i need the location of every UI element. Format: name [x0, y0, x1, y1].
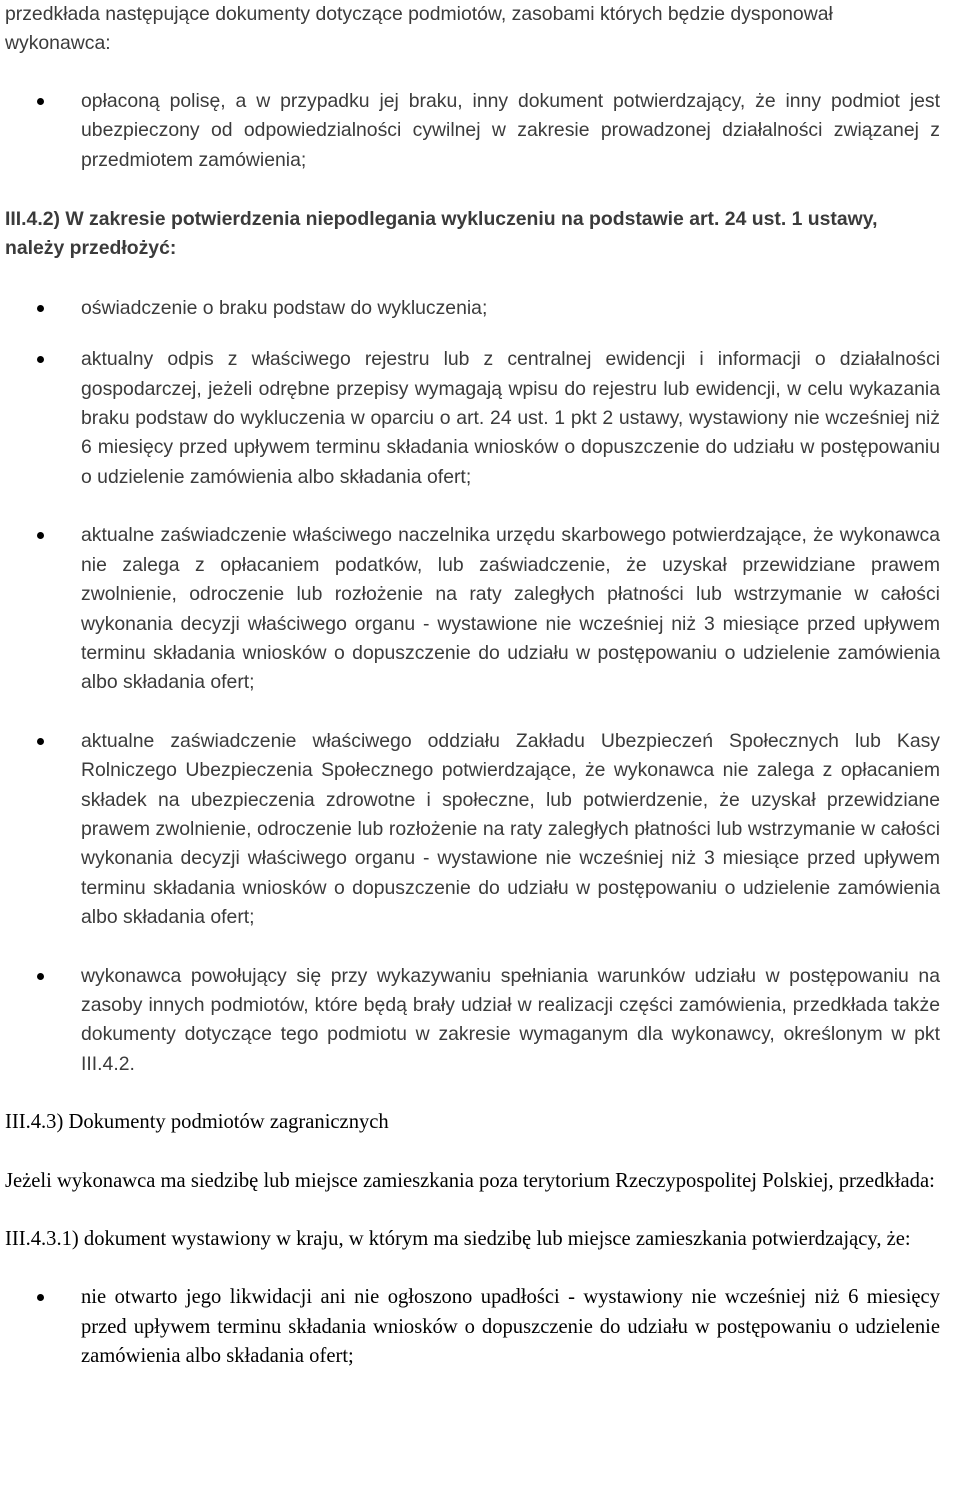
document-page	[5, 0, 940, 1372]
bullet-icon	[37, 356, 44, 363]
list-item	[5, 1283, 940, 1371]
list-item-text: oświadczenie o braku podstaw do wykluczenia;	[81, 296, 488, 319]
list-item-text: nie otwarto jego likwidacji ani nie ogłoszono upadłości - wystawiony nie wcześniej niż 6 miesięcy przed upływem terminu składania wniosków o dopuszczenie do udziału w postępowaniu o udzielenie zamówienia albo składania ofert;	[81, 1286, 940, 1368]
list-item-text: opłaconą polisę, a w przypadku jej braku, inny dokument potwierdzający, że inny podmiot jest ubezpieczony od odpowiedzialności cywilnej w zakresie prowadzonej działalności związanej z przedmiotem zamówienia;	[81, 89, 940, 171]
list-item-text: wykonawca powołujący się przy wykazywaniu spełniania warunków udziału w postępowaniu na zasoby innych podmiotów, które będą brały udział w realizacji części zamówienia, przedkłada także dokumenty dotyczące tego podmiotu w zakresie wymaganym dla wykonawcy, określonym w pkt III.4.2.	[81, 964, 940, 1075]
list-item	[5, 521, 940, 697]
list-item-text: aktualne zaświadczenie właściwego naczelnika urzędu skarbowego potwierdzające, że wykonawca nie zalega z opłacaniem podatków, lub zaświadczenie, że uzyskał przewidziane prawem zwolnienie, odroczenie lub rozłożenie na raty zaległych płatności lub wstrzymanie w całości wykonania decyzji właściwego organu - wystawione nie wcześniej niż 3 miesiące przed upływem terminu składania wniosków o dopuszczenie do udziału w postępowaniu o udzielenie zamówienia albo składania ofert;	[81, 524, 940, 694]
bullet-icon	[37, 305, 44, 312]
section-heading-4-3: III.4.3) Dokumenty podmiotów zagranicznych	[5, 1111, 389, 1134]
bullet-icon	[37, 1294, 44, 1301]
list-item	[5, 87, 940, 175]
list-item	[5, 727, 940, 933]
section-heading-4-2: III.4.2) W zakresie potwierdzenia niepodlegania wykluczeniu na podstawie art. 24 ust. 1 ustawy, należy przedłożyć:	[5, 208, 878, 260]
exclusion-documents-list	[5, 294, 940, 1079]
bullet-icon	[37, 532, 44, 539]
list-item	[5, 294, 940, 323]
foreign-documents-list	[5, 1283, 940, 1371]
list-item-text: aktualne zaświadczenie właściwego oddziału Zakładu Ubezpieczeń Społecznych lub Kasy Rolniczego Ubezpieczenia Społecznego potwierdzające, że wykonawca nie zalega z opłacaniem składek na ubezpieczenia zdrowotne i społeczne, lub potwierdzenie, że uzyskał przewidziane prawem zwolnienie, odroczenie lub rozłożenie na raty zaległych płatności lub wstrzymanie w całości wykonania decyzji właściwego organu - wystawione nie wcześniej niż 3 miesiące przed upływem terminu składania wniosków o dopuszczenie do udziału w postępowaniu o udzielenie zamówienia albo składania ofert;	[81, 729, 940, 929]
section-heading-4-3-1: III.4.3.1) dokument wystawiony w kraju, w którym ma siedzibę lub miejsce zamieszkania potwierdzający, że:	[5, 1228, 911, 1250]
bullet-icon	[37, 973, 44, 980]
insurance-list	[5, 87, 940, 175]
bullet-icon	[37, 738, 44, 745]
list-item-text: aktualny odpis z właściwego rejestru lub z centralnej ewidencji i informacji o działalności gospodarczej, jeżeli odrębne przepisy wymagają wpisu do rejestru lub ewidencji, w celu wykazania braku podstaw do wykluczenia w oparciu o art. 24 ust. 1 pkt 2 ustawy, wystawiony nie wcześniej niż 6 miesięcy przed upływem terminu składania wniosków o dopuszczenie do udziału w postępowaniu o udzielenie zamówienia albo składania ofert;	[81, 348, 940, 488]
foreign-entities-intro: Jeżeli wykonawca ma siedzibę lub miejsce zamieszkania poza terytorium Rzeczypospolitej Polskiej, przedkłada:	[5, 1169, 935, 1192]
intro-paragraph: przedkłada następujące dokumenty dotyczące podmiotów, zasobami których będzie dysponował wykonawca:	[5, 3, 833, 55]
bullet-icon	[37, 98, 44, 105]
list-item	[5, 345, 940, 492]
list-item	[5, 962, 940, 1080]
